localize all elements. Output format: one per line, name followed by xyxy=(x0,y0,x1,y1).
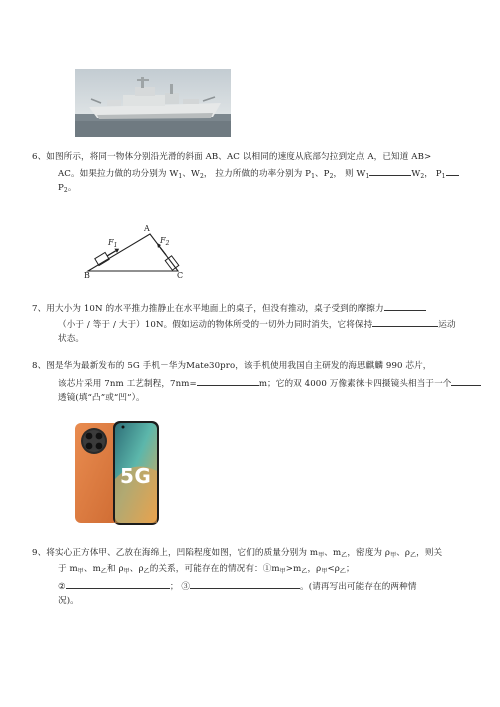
q7-line3: 状态。 xyxy=(58,334,85,344)
q6-line3: $P_2$。 xyxy=(58,183,77,194)
q8-line2: 该芯片采用 7nm 工艺制程，7nm= m；它的双 4000 万像素徕卡四摄镜头相当于一个 xyxy=(58,376,481,390)
q8-line1: 8、图是华为最新发布的 5G 手机－华为Mate30pro，该手机使用我国自主研发的海思麒麟 990 芯片， xyxy=(32,361,432,371)
label-f1: $F_1$ xyxy=(108,238,118,249)
label-f2: $F_2$ xyxy=(160,236,170,247)
incline-figure xyxy=(84,225,188,283)
q9-line3: ② ； ③ 。(请再写出可能存在的两种情 xyxy=(58,579,417,593)
q7-friction-blank[interactable] xyxy=(384,301,426,311)
phone-photo xyxy=(73,419,161,528)
label-a: A xyxy=(144,224,150,233)
q8-lens-blank[interactable] xyxy=(451,376,481,386)
q9-line1: 9、将实心正方体甲、乙放在海绵上，凹陷程度如图，它们的质量分别为 $m_甲$、$m_乙$，密度为 $\rho_甲$、$\rho_乙$，则关 xyxy=(32,548,443,559)
q6-line1: 6、如图所示，将同一物体分别沿光滑的斜面 AB、AC 以相同的速度从底部匀拉到定点 A，已知道 AB> xyxy=(32,152,432,162)
q7-line2: （小于 / 等于 / 大于）10N。假如运动的物体所受的一切外力同时消失，它将保持 运动 xyxy=(58,317,456,331)
q9-case2-blank[interactable] xyxy=(66,579,170,589)
label-b: B xyxy=(84,271,90,280)
q6-power-blank[interactable] xyxy=(446,166,459,176)
incline-diagram xyxy=(84,225,188,283)
q9-line2: 于 $m_甲$、$m_乙$和 $\rho_甲$、$\rho_乙$的关系，可能存在的情况有：$①m_甲>m_乙$，$\rho_甲<\rho_乙$； xyxy=(58,564,355,575)
q9-case3-blank[interactable] xyxy=(190,579,300,589)
q8-line3: 透镜(填“凸”或“凹”）。 xyxy=(58,393,145,403)
q8-nm-blank[interactable] xyxy=(197,376,259,386)
warship-illustration xyxy=(75,69,231,137)
q7-motion-blank[interactable] xyxy=(372,317,438,327)
phone-5g-badge: 5G xyxy=(120,464,152,488)
q6-work-blank[interactable] xyxy=(369,166,411,176)
ship-photo xyxy=(75,69,231,137)
q9-line4: 况)。 xyxy=(58,596,79,606)
q6-line2: AC。如果拉力做的功分别为 $W_1$、$W_2$， 拉力所做的功率分别为 $P_1$、$P_2$， 则 $W_1$ $W_2$， $P_1$ xyxy=(58,166,459,180)
label-c: C xyxy=(177,271,184,280)
q7-line1: 7、用大小为 10N 的水平推力推静止在水平地面上的桌子，但没有推动，桌子受到的摩擦力 xyxy=(32,301,426,315)
